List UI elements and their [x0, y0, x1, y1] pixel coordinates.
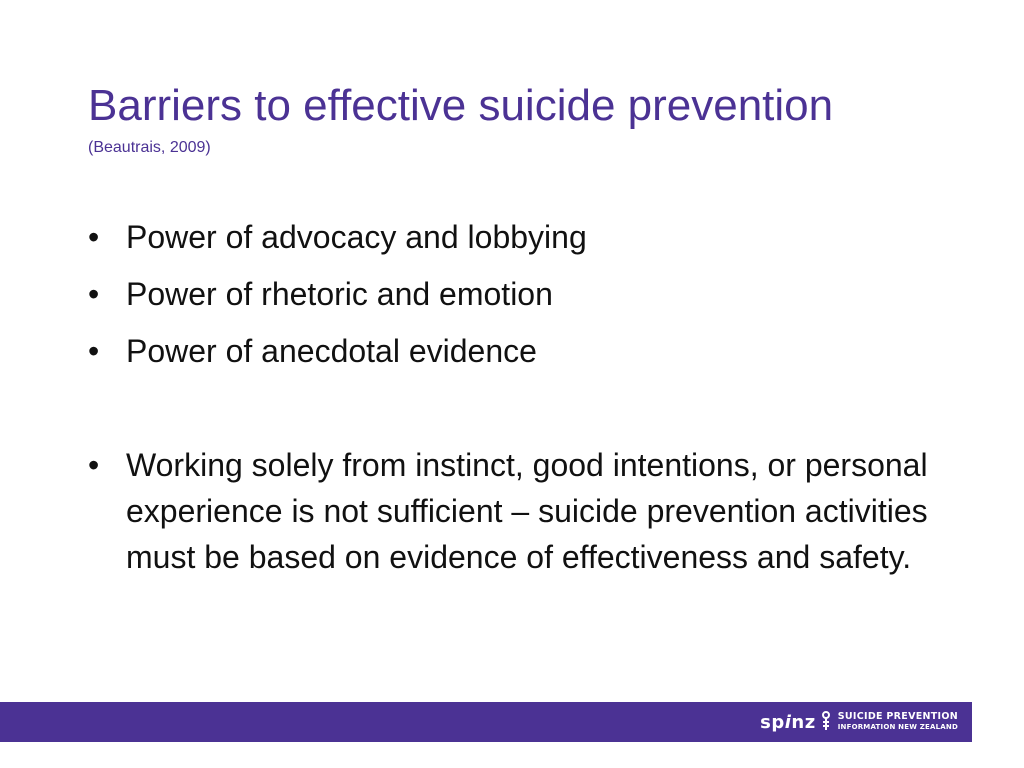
- logo-i: i: [784, 711, 792, 733]
- bullet-marker: •: [88, 333, 100, 369]
- tagline-line-2: INFORMATION NEW ZEALAND: [837, 723, 958, 731]
- footer-band: [0, 702, 972, 742]
- bullet-text: Working solely from instinct, good intentions, or personal experience is not sufficient – suicide prevention activities must be based on evidence of effectiveness and safety.: [126, 447, 928, 575]
- ribbon-icon: [820, 711, 832, 733]
- slide-title: Barriers to effective suicide prevention: [88, 81, 834, 130]
- bullet-item: [88, 442, 928, 580]
- bullet-text: Power of rhetoric and emotion: [126, 276, 553, 312]
- bullet-item: [88, 214, 948, 260]
- logo-wordmark: [760, 712, 816, 733]
- logo-sp: sp: [760, 711, 785, 733]
- logo-tagline: [838, 712, 958, 732]
- slide-citation: (Beautrais, 2009): [88, 139, 211, 156]
- tagline-line-1: SUICIDE PREVENTION: [837, 711, 958, 722]
- bullet-marker: •: [88, 276, 100, 312]
- bullet-item: [88, 328, 948, 374]
- logo-nz: nz: [791, 711, 816, 733]
- bullet-text: Power of advocacy and lobbying: [126, 219, 587, 255]
- bullet-item: [88, 271, 948, 317]
- bullet-text: Power of anecdotal evidence: [126, 333, 537, 369]
- bullet-marker: •: [88, 447, 100, 483]
- bullet-marker: •: [88, 219, 100, 255]
- spinz-logo: [760, 710, 958, 734]
